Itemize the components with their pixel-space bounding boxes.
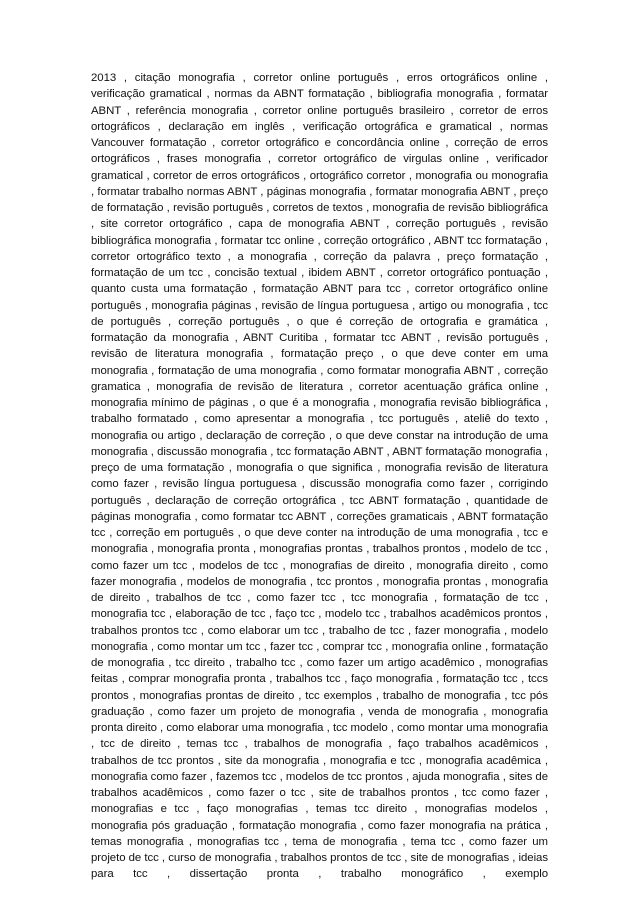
keyword-paragraph: 2013 , citação monografia , corretor online português , erros ortográficos online , verificação gramatical , normas da ABNT formatação , bibliografia monografia , formatar ABNT , referência monografia , corretor online português brasileiro , corretor de erros ortográficos , declaração em inglês , verificação ortográfica e gramatical , normas Vancouver formatação , corretor ortográfico e concordância online , correção de erros ortográficos , frases monografia , corretor ortográfico de virgulas online , verificador gramatical , corretor de erros ortográficos , ortográfico corretor , monografia ou monografia , formatar trabalho normas ABNT , páginas monografia , formatar monografia ABNT , preço de formatação , revisão português , corretos de textos , monografia de revisão bibliográfica , site corretor ortográfico , capa de monografia ABNT , correção português , revisão bibliográfica monografia , formatar tcc online , correção ortográfico , ABNT tcc formatação , corretor ortográfico texto , a monografia , correção da palavra , preço formatação , formatação de um tcc , concisão textual , ibidem ABNT , corretor ortográfico pontuação , quanto custa uma formatação , formatação ABNT para tcc , corretor ortográfico online português , monografia páginas , revisão de língua portuguesa , artigo ou monografia , tcc de português , correção português , o que é correção de ortografia e gramática , formatação da monografia , ABNT Curitiba , formatar tcc ABNT , revisão português , revisão de literatura monografia , formatação preço , o que deve conter em uma monografia , formatação de uma monografia , como formatar monografia ABNT , correção gramatica , monografia de revisão de literatura , corretor acentuação gráfica online , monografia mínimo de páginas , o que é a monografia , monografia revisão bibliográfica , trabalho formatado , como apresentar a monografia , tcc português , ateliê do texto , monografia ou artigo , declaração de correção , o que deve constar na introdução de uma monografia , discussão monografia , tcc formatação ABNT , ABNT formatação monografia , preço de uma formatação , monografia o que significa , monografia revisão de literatura como fazer , revisão língua portuguesa , discussão monografia como fazer , corrigindo português , declaração de correção ortográfica , tcc ABNT formatação , quantidade de páginas monografia , como formatar tcc ABNT , correções gramaticais , ABNT formatação tcc , correção em português , o que deve conter na introdução de uma monografia , tcc e monografia , monografia pronta , monografias prontas , trabalhos prontos , modelo de tcc , como fazer um tcc , modelos de tcc , monografias de direito , monografia direito , como fazer monografia , modelos de monografia , tcc prontos , monografia prontas , monografia de direito , trabalhos de tcc , como fazer tcc , tcc monografia , formatação de tcc , monografia tcc , elaboração de tcc , faço tcc , modelo tcc , trabalhos acadêmicos prontos , trabalhos prontos tcc , como elaborar um tcc , trabalho de tcc , fazer monografia , modelo monografia , como montar um tcc , fazer tcc , comprar tcc , monografia online , formatação de monografia , tcc direito , trabalho tcc , como fazer um artigo acadêmico , monografias feitas , comprar monografia pronta , trabalhos tcc , faço monografia , formatação tcc , tccs prontos , monografias prontas de direito , tcc exemplos , trabalho de monografia , tcc pós graduação , como fazer um projeto de monografia , venda de monografia , monografia pronta direito , como elaborar uma monografia , tcc modelo , como montar uma monografia , tcc de direito , temas tcc , trabalhos de monografia , faço trabalhos acadêmicos , trabalhos de tcc prontos , site da monografia , monografia e tcc , monografia acadêmica , monografia como fazer , fazemos tcc , modelos de tcc prontos , ajuda monografia , sites de trabalhos acadêmicos , como fazer o tcc , site de trabalhos prontos , tcc como fazer , monografias e tcc , faço monografias , temas tcc direito , monografias modelos , monografia pós graduação , formatação monografia , como fazer monografia na prática , temas monografia , monografias tcc , tema de monografia , tema tcc , como fazer um projeto de tcc , curso de monografia , trabalhos prontos de tcc , site de monografias , ideias para tcc , dissertação pronta , trabalho monográfico , exemplo [91,72,548,881]
